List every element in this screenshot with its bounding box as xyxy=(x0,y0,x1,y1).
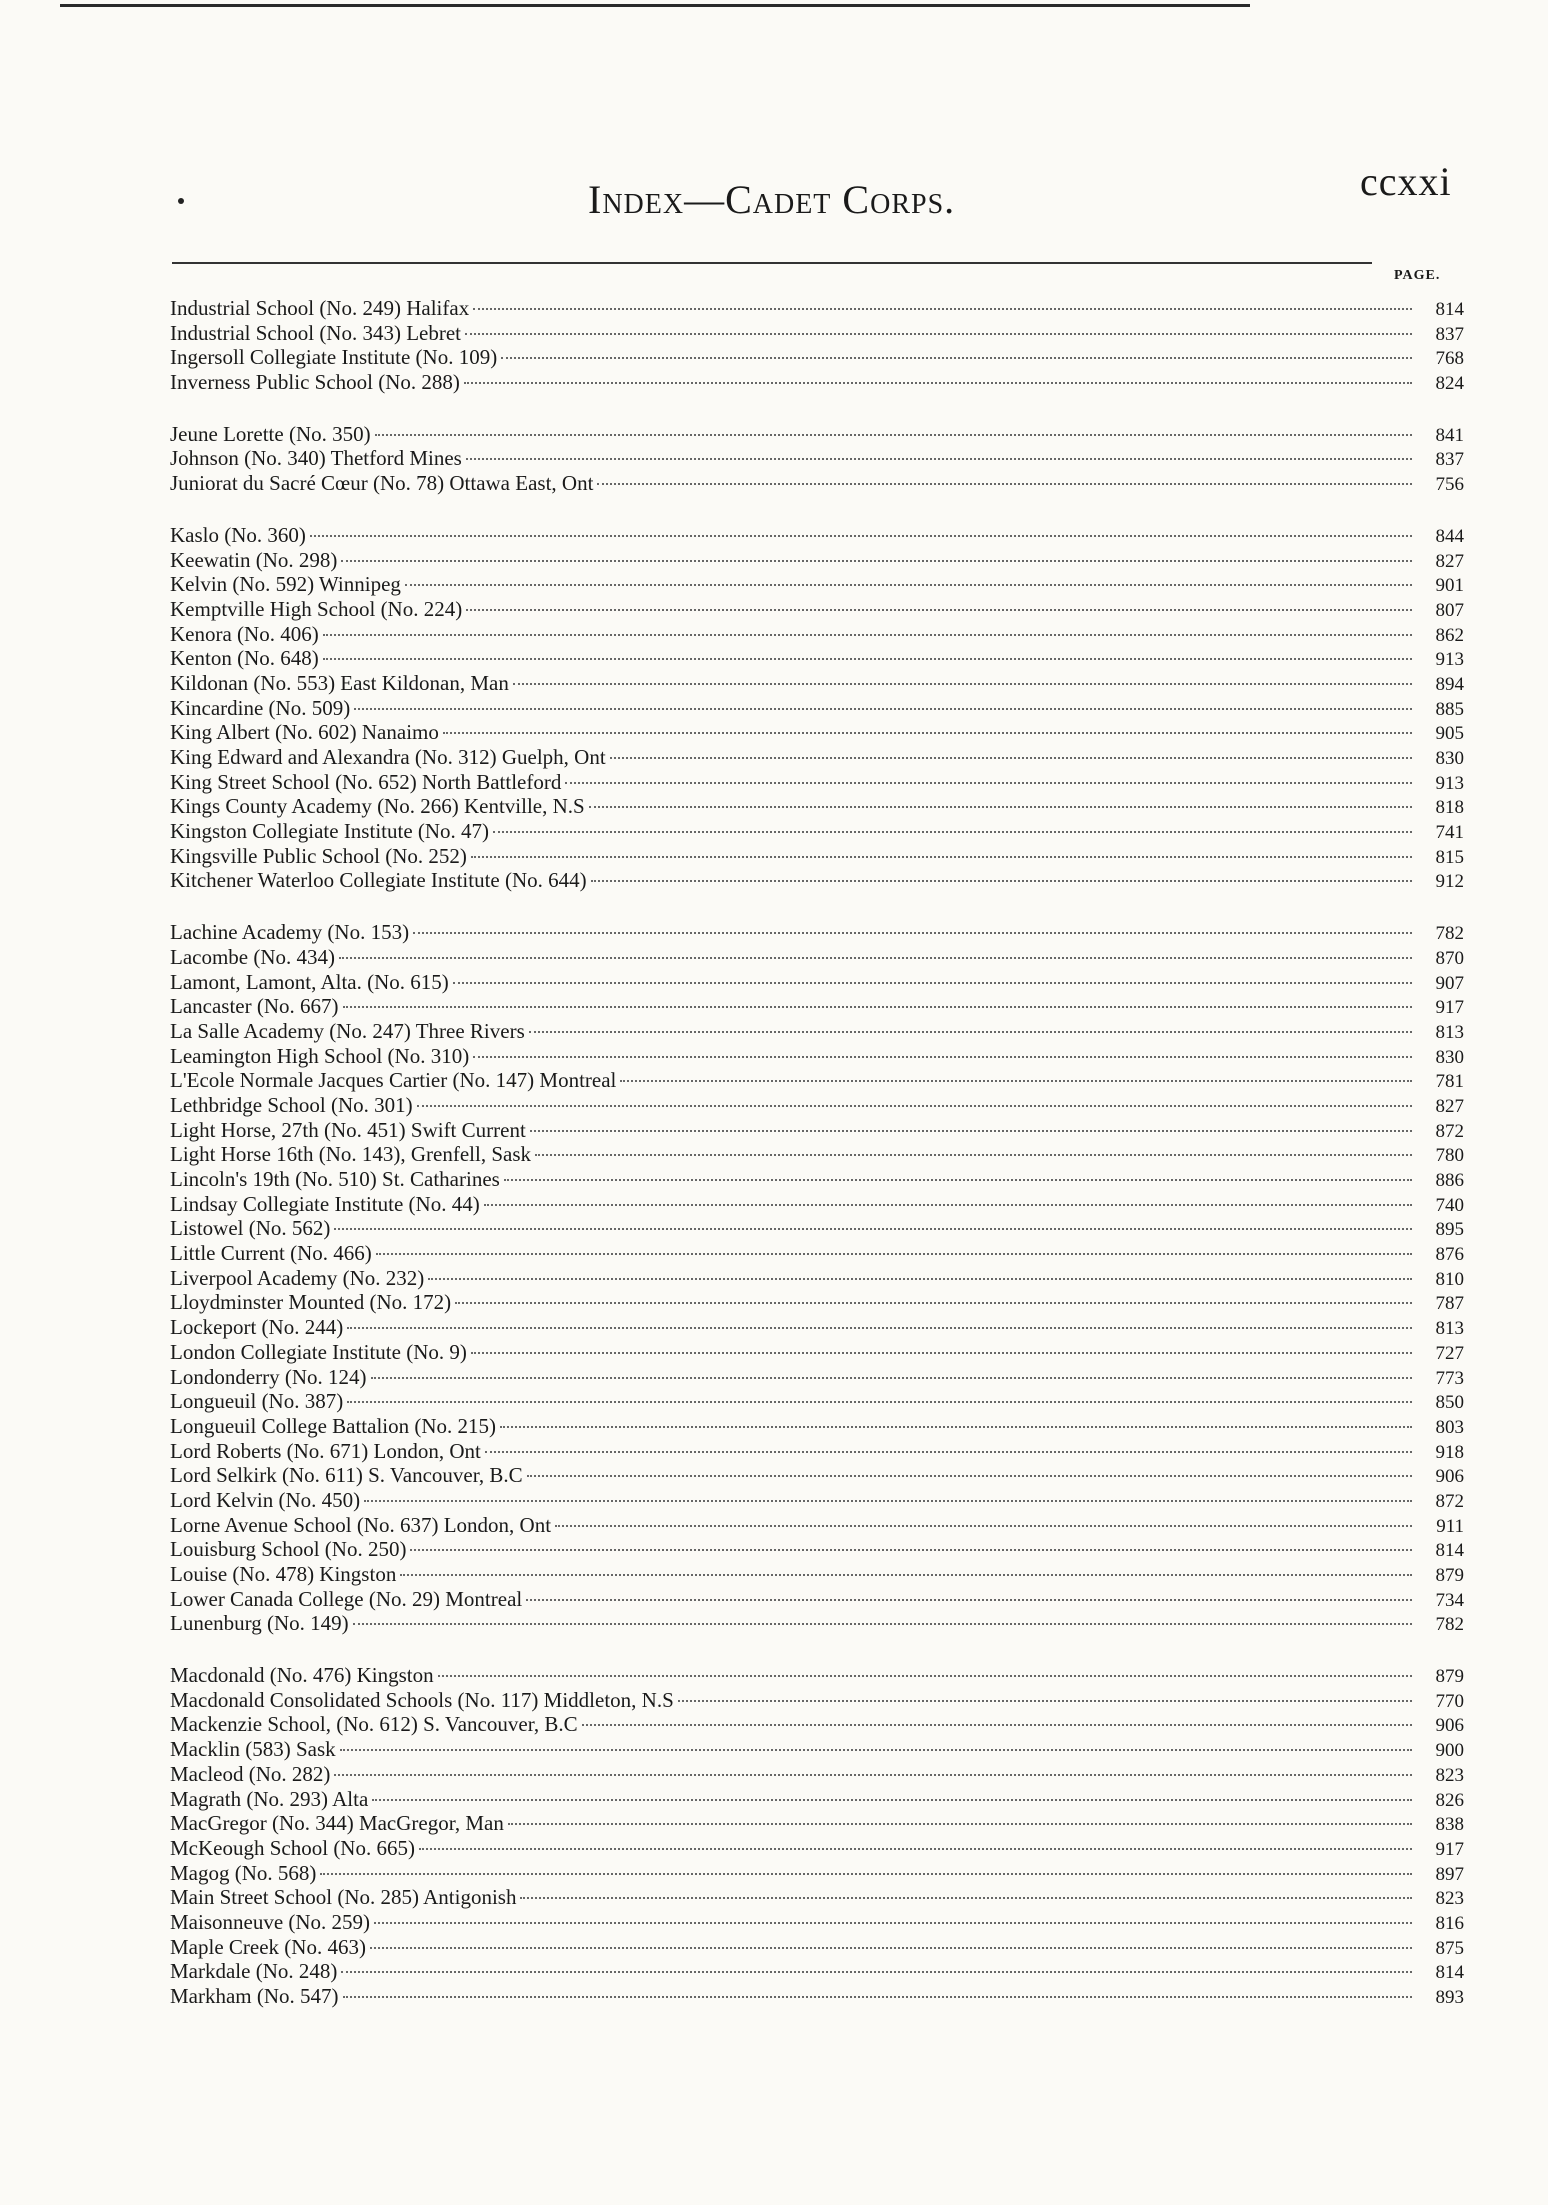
index-entry xyxy=(170,622,1464,647)
index-entry xyxy=(170,920,1464,945)
dot-leader xyxy=(417,1105,1412,1107)
entry-name: Lindsay Collegiate Institute (No. 44) xyxy=(170,1191,480,1216)
entry-page-number: 814 xyxy=(1435,1540,1464,1562)
entry-page-number: 827 xyxy=(1435,550,1464,572)
index-entry xyxy=(170,296,1464,321)
index-entry xyxy=(170,1340,1464,1365)
entry-name: Lunenburg (No. 149) xyxy=(170,1611,349,1636)
entry-name: Lacombe (No. 434) xyxy=(170,944,336,969)
dot-leader xyxy=(323,658,1412,660)
entry-name: Kingsville Public School (No. 252) xyxy=(170,843,467,868)
dot-leader xyxy=(591,880,1412,882)
entry-name: Kingston Collegiate Institute (No. 47) xyxy=(170,819,490,844)
index-entry xyxy=(170,1688,1464,1713)
dot-leader xyxy=(526,1599,1412,1601)
entry-name: Lower Canada College (No. 29) Montreal xyxy=(170,1586,523,1611)
index-entry xyxy=(170,1439,1464,1464)
index-entry xyxy=(170,548,1464,573)
entry-page-number: 815 xyxy=(1435,846,1464,868)
entry-page-number: 885 xyxy=(1435,698,1464,720)
dot-leader xyxy=(405,584,1412,586)
dot-leader xyxy=(535,1154,1412,1156)
index-entry xyxy=(170,471,1464,496)
entry-page-number: 827 xyxy=(1435,1095,1464,1117)
index-entry xyxy=(170,523,1464,548)
entry-name: Mackenzie School, (No. 612) S. Vancouver, B.C xyxy=(170,1712,578,1737)
index-entry xyxy=(170,1266,1464,1291)
index-entry xyxy=(170,1216,1464,1241)
index-entry xyxy=(170,1787,1464,1812)
entry-page-number: 807 xyxy=(1435,599,1464,621)
entry-name: McKeough School (No. 665) xyxy=(170,1835,415,1860)
entry-page-number: 879 xyxy=(1435,1565,1464,1586)
dot-leader xyxy=(555,1525,1412,1527)
entry-page-number: 895 xyxy=(1435,1219,1464,1241)
entry-name: MacGregor (No. 344) MacGregor, Man xyxy=(170,1811,504,1836)
entry-name: Lancaster (No. 667) xyxy=(170,994,339,1019)
top-border-rule xyxy=(60,4,1250,7)
dot-leader xyxy=(471,1352,1412,1354)
entry-name: Lachine Academy (No. 153) xyxy=(170,920,410,945)
entry-page-number: 838 xyxy=(1435,1814,1464,1836)
entry-page-number: 740 xyxy=(1435,1194,1464,1216)
dot-leader xyxy=(678,1700,1412,1702)
entry-name: Liverpool Academy (No. 232) xyxy=(170,1265,425,1290)
dot-leader xyxy=(513,683,1412,685)
entry-name: Londonderry (No. 124) xyxy=(170,1364,367,1389)
entry-name: Lincoln's 19th (No. 510) St. Catharines xyxy=(170,1167,500,1191)
dot-leader xyxy=(334,1228,1412,1230)
index-entry xyxy=(170,1315,1464,1340)
entry-page-number: 813 xyxy=(1435,1318,1464,1340)
dot-leader xyxy=(589,806,1412,808)
entry-page-number: 886 xyxy=(1435,1170,1464,1191)
entry-name: Louise (No. 478) Kingston xyxy=(170,1562,397,1586)
index-entry xyxy=(170,1587,1464,1612)
entry-page-number: 824 xyxy=(1435,373,1464,395)
dot-leader xyxy=(339,957,1412,959)
entry-page-number: 917 xyxy=(1435,997,1464,1019)
entry-name: Macdonald (No. 476) Kingston xyxy=(170,1663,434,1688)
index-entry xyxy=(170,1562,1464,1587)
dot-leader xyxy=(471,856,1412,858)
entry-page-number: 756 xyxy=(1435,474,1464,496)
entry-name: Kelvin (No. 592) Winnipeg xyxy=(170,572,401,597)
entry-page-number: 773 xyxy=(1435,1367,1464,1389)
entry-page-number: 830 xyxy=(1435,748,1464,769)
entry-page-number: 823 xyxy=(1435,1888,1464,1910)
dot-leader xyxy=(501,357,1412,359)
dot-leader xyxy=(485,1451,1412,1453)
dot-leader xyxy=(508,1823,1412,1825)
entry-name: Lethbridge School (No. 301) xyxy=(170,1092,413,1117)
entry-name: Louisburg School (No. 250) xyxy=(170,1537,407,1562)
entry-name: Kildonan (No. 553) East Kildonan, Man xyxy=(170,670,509,695)
index-entry xyxy=(170,1910,1464,1935)
entry-page-number: 741 xyxy=(1435,822,1464,844)
index-entry xyxy=(170,1389,1464,1414)
entry-page-number: 837 xyxy=(1435,323,1464,345)
dot-leader xyxy=(610,757,1412,759)
index-entry xyxy=(170,1935,1464,1960)
dot-leader xyxy=(376,1253,1412,1255)
dot-leader xyxy=(582,1724,1412,1726)
entry-name: Main Street School (No. 285) Antigonish xyxy=(170,1885,517,1910)
entry-page-number: 907 xyxy=(1435,972,1464,994)
entry-page-number: 814 xyxy=(1435,299,1464,320)
entry-name: Kenora (No. 406) xyxy=(170,621,319,646)
dot-leader xyxy=(400,1574,1412,1576)
index-list xyxy=(170,296,1464,2036)
entry-name: Keewatin (No. 298) xyxy=(170,547,338,572)
entry-name: Ingersoll Collegiate Institute (No. 109) xyxy=(170,345,498,370)
dot-leader xyxy=(374,1922,1412,1924)
index-entry xyxy=(170,446,1464,471)
entry-page-number: 906 xyxy=(1435,1715,1464,1737)
dot-leader xyxy=(413,932,1412,934)
page-column-label: PAGE. xyxy=(1394,268,1441,283)
page-number-roman: ccxxi xyxy=(1360,159,1452,204)
entry-name: Lorne Avenue School (No. 637) London, Ont xyxy=(170,1512,552,1537)
dot-leader xyxy=(484,1204,1412,1206)
index-entry xyxy=(170,720,1464,745)
dot-leader xyxy=(371,1377,1412,1379)
entry-page-number: 850 xyxy=(1435,1392,1464,1414)
entry-name: King Street School (No. 652) North Battleford xyxy=(170,769,562,794)
entry-page-number: 810 xyxy=(1435,1268,1464,1290)
entry-name: Johnson (No. 340) Thetford Mines xyxy=(170,446,462,471)
index-entry xyxy=(170,868,1464,893)
entry-name: Lloydminster Mounted (No. 172) xyxy=(170,1290,452,1315)
entry-name: Markdale (No. 248) xyxy=(170,1959,338,1984)
header-dot xyxy=(178,198,184,204)
entry-name: Maple Creek (No. 463) xyxy=(170,1934,366,1959)
dot-leader xyxy=(341,560,1412,562)
index-entry xyxy=(170,1861,1464,1886)
index-entry xyxy=(170,1142,1464,1167)
index-entry xyxy=(170,345,1464,370)
dot-leader xyxy=(410,1549,1412,1551)
index-letter-group xyxy=(170,1663,1464,2009)
entry-page-number: 781 xyxy=(1435,1071,1464,1093)
dot-leader xyxy=(320,1873,1412,1875)
dot-leader xyxy=(334,1774,1412,1776)
dot-leader xyxy=(520,1897,1412,1899)
entry-name: Light Horse 16th (No. 143), Grenfell, Sask xyxy=(170,1142,532,1167)
dot-leader xyxy=(504,1179,1412,1181)
entry-page-number: 911 xyxy=(1436,1515,1464,1537)
index-entry xyxy=(170,597,1464,622)
dot-leader xyxy=(466,609,1412,611)
entry-page-number: 780 xyxy=(1435,1145,1464,1167)
dot-leader xyxy=(443,732,1412,734)
entry-page-number: 872 xyxy=(1435,1120,1464,1142)
index-letter-group xyxy=(170,523,1464,893)
entry-page-number: 770 xyxy=(1435,1690,1464,1712)
dot-leader xyxy=(372,1799,1412,1801)
entry-name: Kenton (No. 648) xyxy=(170,646,319,671)
index-entry xyxy=(170,1290,1464,1315)
entry-page-number: 844 xyxy=(1435,525,1464,547)
entry-name: King Edward and Alexandra (No. 312) Guelph, Ont xyxy=(170,745,606,769)
entry-name: Macklin (583) Sask xyxy=(170,1737,336,1762)
dot-leader xyxy=(419,1848,1412,1850)
entry-page-number: 826 xyxy=(1435,1789,1464,1811)
index-entry xyxy=(170,1241,1464,1266)
entry-page-number: 918 xyxy=(1435,1441,1464,1463)
dot-leader xyxy=(473,1056,1412,1058)
index-entry xyxy=(170,321,1464,346)
entry-page-number: 879 xyxy=(1435,1666,1464,1688)
index-entry xyxy=(170,844,1464,869)
entry-name: Lockeport (No. 244) xyxy=(170,1315,344,1340)
dot-leader xyxy=(527,1475,1412,1477)
dot-leader xyxy=(343,1996,1412,1998)
index-entry xyxy=(170,696,1464,721)
index-entry xyxy=(170,1959,1464,1984)
entry-page-number: 813 xyxy=(1435,1021,1464,1043)
entry-page-number: 787 xyxy=(1435,1293,1464,1315)
index-entry xyxy=(170,1885,1464,1910)
entry-page-number: 816 xyxy=(1435,1912,1464,1934)
dot-leader xyxy=(340,1749,1412,1751)
index-entry xyxy=(170,1414,1464,1439)
dot-leader xyxy=(453,982,1412,984)
page-title: Index—Cadet Corps. xyxy=(588,177,956,222)
header-rule xyxy=(172,262,1372,264)
entry-page-number: 894 xyxy=(1435,673,1464,695)
dot-leader xyxy=(310,535,1412,537)
entry-page-number: 913 xyxy=(1435,772,1464,794)
index-letter-group xyxy=(170,920,1464,1636)
entry-page-number: 768 xyxy=(1435,348,1464,370)
dot-leader xyxy=(530,1130,1412,1132)
index-entry xyxy=(170,1611,1464,1636)
index-entry xyxy=(170,770,1464,795)
index-entry xyxy=(170,646,1464,671)
dot-leader xyxy=(565,782,1412,784)
entry-page-number: 872 xyxy=(1435,1490,1464,1512)
index-entry xyxy=(170,745,1464,770)
index-entry xyxy=(170,671,1464,696)
entry-page-number: 876 xyxy=(1435,1244,1464,1266)
entry-name: Kemptville High School (No. 224) xyxy=(170,596,463,621)
entry-page-number: 901 xyxy=(1435,575,1464,597)
index-entry xyxy=(170,1513,1464,1538)
entry-name: Leamington High School (No. 310) xyxy=(170,1043,470,1068)
index-entry xyxy=(170,1463,1464,1488)
entry-name: Listowel (No. 562) xyxy=(170,1216,331,1241)
dot-leader xyxy=(464,382,1412,384)
index-letter-group xyxy=(170,296,1464,395)
entry-name: Juniorat du Sacré Cœur (No. 78) Ottawa East, Ont xyxy=(170,471,594,496)
index-entry xyxy=(170,1537,1464,1562)
index-entry xyxy=(170,1044,1464,1069)
entry-page-number: 900 xyxy=(1435,1740,1464,1762)
index-entry xyxy=(170,1365,1464,1390)
entry-page-number: 875 xyxy=(1435,1937,1464,1959)
entry-page-number: 862 xyxy=(1435,624,1464,646)
entry-name: L'Ecole Normale Jacques Cartier (No. 147) Montreal xyxy=(170,1068,617,1093)
index-entry xyxy=(170,1488,1464,1513)
dot-leader xyxy=(347,1401,1412,1403)
entry-name: Light Horse, 27th (No. 451) Swift Current xyxy=(170,1117,526,1142)
entry-page-number: 913 xyxy=(1435,649,1464,671)
index-entry xyxy=(170,370,1464,395)
index-entry xyxy=(170,945,1464,970)
entry-name: Macdonald Consolidated Schools (No. 117) Middleton, N.S xyxy=(170,1687,674,1712)
index-entry xyxy=(170,994,1464,1019)
entry-page-number: 734 xyxy=(1435,1589,1464,1611)
entry-name: Kincardine (No. 509) xyxy=(170,695,351,720)
dot-leader xyxy=(364,1500,1412,1502)
entry-page-number: 905 xyxy=(1435,723,1464,745)
entry-name: Little Current (No. 466) xyxy=(170,1241,372,1266)
entry-page-number: 897 xyxy=(1435,1863,1464,1885)
entry-name: Magrath (No. 293) Alta xyxy=(170,1786,369,1811)
index-entry xyxy=(170,1093,1464,1118)
index-entry xyxy=(170,794,1464,819)
entry-page-number: 893 xyxy=(1435,1987,1464,2008)
entry-name: Lord Kelvin (No. 450) xyxy=(170,1487,361,1512)
dot-leader xyxy=(466,458,1412,460)
index-entry xyxy=(170,1167,1464,1192)
entry-name: Jeune Lorette (No. 350) xyxy=(170,421,371,446)
dot-leader xyxy=(455,1302,1412,1304)
entry-page-number: 823 xyxy=(1435,1764,1464,1786)
dot-leader xyxy=(347,1327,1412,1329)
index-entry xyxy=(170,572,1464,597)
index-entry xyxy=(170,1019,1464,1044)
entry-name: Industrial School (No. 343) Lebret xyxy=(170,320,462,345)
index-entry xyxy=(170,819,1464,844)
entry-name: Lord Selkirk (No. 611) S. Vancouver, B.C xyxy=(170,1463,523,1488)
entry-name: Maisonneuve (No. 259) xyxy=(170,1909,371,1934)
entry-page-number: 837 xyxy=(1435,449,1464,471)
index-entry xyxy=(170,422,1464,447)
entry-name: Magog (No. 568) xyxy=(170,1860,317,1885)
entry-name: Longueuil College Battalion (No. 215) xyxy=(170,1413,497,1438)
entry-page-number: 870 xyxy=(1435,947,1464,969)
index-entry xyxy=(170,1663,1464,1688)
entry-name: London Collegiate Institute (No. 9) xyxy=(170,1339,467,1364)
entry-name: La Salle Academy (No. 247) Three Rivers xyxy=(170,1018,525,1043)
entry-name: Lamont, Lamont, Alta. (No. 615) xyxy=(170,969,449,994)
entry-name: Kitchener Waterloo Collegiate Institute (No. 644) xyxy=(170,868,587,893)
entry-page-number: 803 xyxy=(1435,1416,1464,1438)
dot-leader xyxy=(438,1675,1412,1677)
entry-name: Lord Roberts (No. 671) London, Ont xyxy=(170,1438,481,1463)
dot-leader xyxy=(370,1947,1412,1949)
dot-leader xyxy=(597,483,1412,485)
index-entry xyxy=(170,1984,1464,2009)
entry-name: Inverness Public School (No. 288) xyxy=(170,370,460,395)
entry-name: Longueuil (No. 387) xyxy=(170,1389,344,1414)
entry-page-number: 814 xyxy=(1435,1962,1464,1984)
dot-leader xyxy=(493,831,1412,833)
entry-page-number: 782 xyxy=(1435,1614,1464,1636)
dot-leader xyxy=(465,333,1412,335)
dot-leader xyxy=(428,1278,1412,1280)
entry-name: Kings County Academy (No. 266) Kentville, N.S xyxy=(170,794,585,819)
index-letter-group xyxy=(170,422,1464,496)
index-entry xyxy=(170,1118,1464,1143)
index-entry xyxy=(170,1737,1464,1762)
index-entry xyxy=(170,970,1464,995)
entry-page-number: 841 xyxy=(1435,424,1464,446)
entry-name: Kaslo (No. 360) xyxy=(170,522,306,547)
dot-leader xyxy=(341,1971,1412,1973)
dot-leader xyxy=(353,1623,1412,1625)
dot-leader xyxy=(323,634,1412,636)
entry-name: Industrial School (No. 249) Halifax xyxy=(170,296,470,320)
dot-leader xyxy=(500,1426,1412,1428)
entry-page-number: 727 xyxy=(1435,1342,1464,1364)
dot-leader xyxy=(620,1080,1412,1082)
dot-leader xyxy=(529,1031,1412,1033)
entry-page-number: 912 xyxy=(1435,871,1464,893)
dot-leader xyxy=(375,434,1412,436)
entry-page-number: 818 xyxy=(1435,797,1464,819)
index-entry xyxy=(170,1712,1464,1737)
entry-page-number: 782 xyxy=(1435,923,1464,945)
dot-leader xyxy=(343,1006,1412,1008)
index-entry xyxy=(170,1192,1464,1217)
index-entry xyxy=(170,1836,1464,1861)
dot-leader xyxy=(354,708,1412,710)
entry-name: King Albert (No. 602) Nanaimo xyxy=(170,720,439,745)
dot-leader xyxy=(473,308,1412,310)
entry-page-number: 830 xyxy=(1435,1046,1464,1068)
entry-page-number: 917 xyxy=(1435,1838,1464,1860)
entry-name: Macleod (No. 282) xyxy=(170,1761,331,1786)
index-entry xyxy=(170,1811,1464,1836)
entry-name: Markham (No. 547) xyxy=(170,1984,339,2008)
index-entry xyxy=(170,1762,1464,1787)
index-entry xyxy=(170,1068,1464,1093)
entry-page-number: 906 xyxy=(1435,1466,1464,1488)
